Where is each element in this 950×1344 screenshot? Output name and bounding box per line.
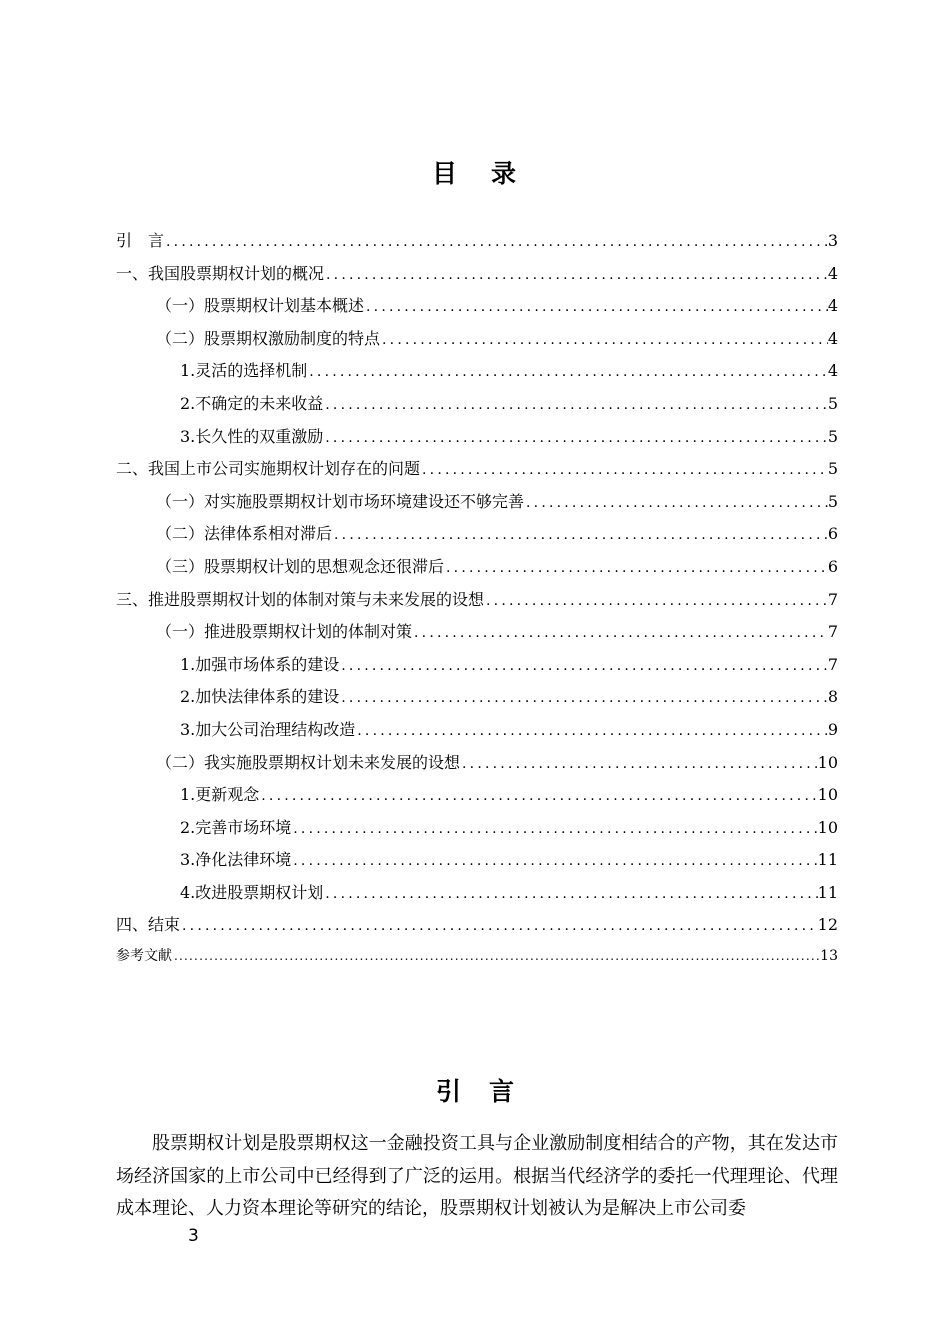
toc-leader-dots — [323, 397, 828, 413]
toc-entry-label: 3.长久性的双重激励 — [180, 426, 324, 446]
toc-leader-dots — [172, 949, 820, 963]
toc-entry[interactable] — [116, 521, 838, 554]
toc-entry-page: 10 — [817, 817, 838, 837]
toc-leader-dots — [484, 593, 828, 609]
toc-entry[interactable] — [116, 358, 838, 391]
toc-entry-page: 9 — [827, 719, 838, 739]
toc-entry[interactable] — [116, 750, 838, 783]
toc-entry-page: 7 — [827, 622, 838, 642]
toc-leader-dots — [364, 299, 828, 315]
toc-entry-page: 5 — [827, 426, 838, 446]
toc-entry-page: 4 — [827, 296, 838, 316]
toc-entry-page: 4 — [827, 361, 838, 381]
toc-leader-dots — [524, 495, 828, 511]
toc-entry[interactable] — [116, 587, 838, 620]
page-number: 3 — [188, 1226, 199, 1246]
toc-entry[interactable] — [116, 391, 838, 424]
toc-leader-dots — [339, 658, 828, 674]
toc-entry[interactable] — [116, 652, 838, 685]
toc-entry-page: 5 — [827, 459, 838, 479]
toc-entry-page: 12 — [817, 915, 838, 935]
toc-entry[interactable] — [116, 847, 838, 880]
toc-leader-dots — [180, 918, 818, 934]
toc-entry-page: 10 — [817, 785, 838, 805]
toc-entry[interactable] — [116, 424, 838, 457]
toc-entry[interactable] — [116, 293, 838, 326]
intro-title-part2: 言 — [489, 1077, 515, 1106]
toc-entry-label: （一）对实施股票期权计划市场环境建设还不够完善 — [156, 491, 525, 511]
toc-entry-label: 三、推进股票期权计划的体制对策与未来发展的设想 — [116, 589, 485, 609]
toc-entry-page: 4 — [827, 263, 838, 283]
toc-leader-dots — [355, 723, 828, 739]
toc-entry-label: 四、结束 — [116, 915, 181, 935]
toc-entry-page: 10 — [817, 752, 838, 772]
toc-leader-dots — [420, 462, 828, 478]
toc-entry-label: 1.更新观念 — [180, 785, 260, 805]
toc-leader-dots — [324, 267, 828, 283]
toc-entry-label: 3.净化法律环境 — [180, 850, 292, 870]
toc-entry-page: 3 — [827, 231, 838, 250]
intro-title-part1: 引 — [435, 1077, 461, 1106]
toc-entry[interactable] — [116, 717, 838, 750]
toc-entry[interactable] — [116, 815, 838, 848]
toc-leader-dots — [339, 690, 828, 706]
toc-entry-label: 参考文献 — [116, 948, 172, 965]
toc-entry[interactable] — [116, 619, 838, 652]
toc-entry-label: （三）股票期权计划的思想观念还很滞后 — [156, 556, 445, 576]
toc-entry-label: 2.完善市场环境 — [180, 817, 292, 837]
toc-entry-label: 1.加强市场体系的建设 — [180, 654, 340, 674]
toc-entry[interactable] — [116, 912, 838, 945]
intro-paragraph: 股票期权计划是股票期权这一金融投资工具与企业激励制度相结合的产物，其在发达市场经济国家的上市公司中已经得到了广泛的运用。根据当代经济学的委托一代理理论、代理成本理论、人力资本理论等研究的结论，股票期权计划被认为是解决上市公司委 — [116, 1133, 838, 1219]
toc-entry-label: 4.改进股票期权计划 — [180, 882, 324, 902]
toc-entry[interactable] — [116, 489, 838, 522]
toc-entry-label: 引 言 — [116, 231, 165, 250]
toc-leader-dots — [444, 560, 828, 576]
toc-entry[interactable] — [116, 456, 838, 489]
toc-entry-label: （一）推进股票期权计划的体制对策 — [156, 622, 413, 642]
toc-entry-label: 3.加大公司治理结构改造 — [180, 719, 356, 739]
toc-title-part2: 录 — [491, 159, 519, 188]
toc-entry-page: 4 — [827, 328, 838, 348]
toc-leader-dots — [412, 625, 828, 641]
toc-entry[interactable] — [116, 684, 838, 717]
toc-entry-page: 5 — [827, 491, 838, 511]
toc-entry-label: （二）我实施股票期权计划未来发展的设想 — [156, 752, 461, 772]
toc-leader-dots — [291, 821, 817, 837]
toc-entry-page: 6 — [827, 556, 838, 576]
toc-entry[interactable] — [116, 228, 838, 261]
table-of-contents — [116, 228, 838, 978]
toc-leader-dots — [460, 756, 818, 772]
toc-entry-label: 1.灵活的选择机制 — [180, 361, 308, 381]
toc-entry-page: 8 — [827, 687, 838, 707]
toc-entry[interactable] — [116, 945, 838, 978]
toc-entry-label: （一）股票期权计划基本概述 — [156, 296, 365, 316]
toc-entry-label: （二）股票期权激励制度的特点 — [156, 328, 381, 348]
toc-entry[interactable] — [116, 326, 838, 359]
toc-entry[interactable] — [116, 880, 838, 913]
toc-entry-page: 6 — [827, 524, 838, 544]
intro-body — [116, 1128, 838, 1226]
toc-entry-label: 二、我国上市公司实施期权计划存在的问题 — [116, 459, 421, 479]
toc-leader-dots — [380, 332, 828, 348]
toc-leader-dots — [323, 886, 817, 902]
toc-leader-dots — [291, 853, 817, 869]
toc-entry-label: 2.不确定的未来收益 — [180, 393, 324, 413]
toc-leader-dots — [307, 364, 828, 380]
toc-title-part1: 目 — [431, 159, 459, 188]
toc-leader-dots — [332, 527, 828, 543]
toc-entry-page: 7 — [827, 654, 838, 674]
toc-leader-dots — [164, 234, 828, 250]
toc-entry-label: 一、我国股票期权计划的概况 — [116, 263, 325, 283]
toc-title — [0, 154, 950, 190]
intro-title — [0, 1072, 950, 1108]
toc-entry-label: （二）法律体系相对滞后 — [156, 524, 333, 544]
toc-entry-page: 11 — [817, 850, 838, 870]
toc-leader-dots — [323, 430, 828, 446]
toc-entry[interactable] — [116, 782, 838, 815]
toc-entry[interactable] — [116, 554, 838, 587]
toc-leader-dots — [259, 788, 817, 804]
toc-entry-page: 13 — [820, 948, 838, 965]
toc-entry-page: 5 — [827, 393, 838, 413]
toc-entry-label: 2.加快法律体系的建设 — [180, 687, 340, 707]
toc-entry-page: 7 — [827, 589, 838, 609]
toc-entry[interactable] — [116, 261, 838, 294]
toc-entry-page: 11 — [817, 882, 838, 902]
